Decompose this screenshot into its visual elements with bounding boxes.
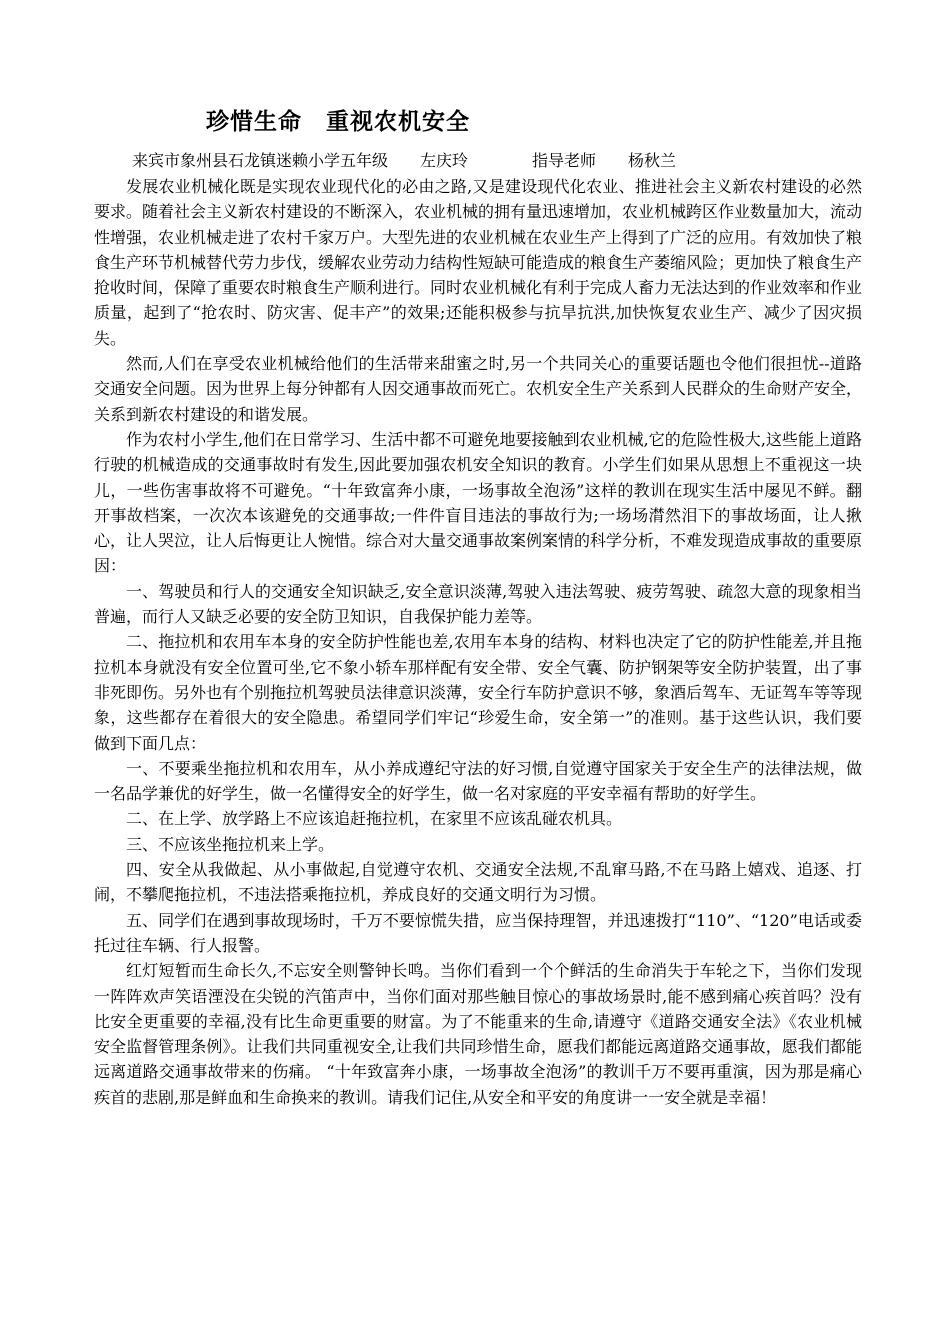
document-body — [94, 174, 862, 1110]
paragraph-cause-2: 二、拖拉机和农用车本身的安全防护性能也差,农用车本身的结构、材料也决定了它的防护性能差,并且拖拉机本身就没有安全位置可坐,它不象小轿车那样配有安全带、安全气囊、防护钢架等安全防护装置，出了事非死即伤。另外也有个别拖拉机驾驶员法律意识淡薄，安全行车防护意识不够，象酒后驾车、无证驾车等等现象，这些都存在着很大的安全隐患。希望同学们牢记“珍爱生命，安全第一”的准则。基于这些认识，我们要做到下面几点： — [94, 632, 863, 753]
paragraph-point-1: 一、不要乘坐拖拉机和农用车，从小养成遵纪守法的好习惯,自觉遵守国家关于安全生产的法律法规，做一名品学兼优的好学生，做一名懂得安全的好学生，做一名对家庭的平安幸福有帮助的好学生。 — [94, 758, 862, 804]
document-title: 珍惜生命 重视农机安全 — [206, 108, 470, 135]
paragraph-conclusion: 红灯短暂而生命长久,不忘安全则警钟长鸣。当你们看到一个个鲜活的生命消失于车轮之下，当你们发现一阵阵欢声笑语湮没在尖锐的汽笛声中，当你们面对那些触目惊心的事故场景时,能不感到痛心疾首吗？没有比安全更重要的幸福,没有比生命更重要的财富。为了不能重来的生命,请遵守《道路交通安全法》《农业机械安全监督管理条例》。让我们共同重视安全,让我们共同珍惜生命，愿我们都能远离道路交通事故，愿我们都能远离道路交通事故带来的伤痛。 “十年致富奔小康，一场事故全泡汤”的教训千万不要再重演，因为那是痛心疾首的悲剧,那是鲜血和生命换来的教训。请我们记住,从安全和平安的角度讲一一安全就是幸福！ — [94, 961, 862, 1107]
paragraph-point-4: 四、安全从我做起、从小事做起,自觉遵守农机、交通安全法规,不乱窜马路,不在马路上嬉戏、追逐、打闹，不攀爬拖拉机，不违法搭乘拖拉机，养成良好的交通文明行为习惯。 — [94, 860, 862, 905]
paragraph-point-5: 五、同学们在遇到事故现场时，千万不要惊慌失措，应当保持理智，并迅速拨打“110”、“120”电话或委托过往车辆、行人报警。 — [94, 910, 862, 955]
paragraph-cause-1: 一、驾驶员和行人的交通安全知识缺乏,安全意识淡薄,驾驶入违法驾驶、疲劳驾驶、疏忽大意的现象相当普遍，而行人又缺乏必要的安全防卫知识，自我保护能力差等。 — [94, 581, 862, 627]
document-page — [94, 104, 862, 1110]
author-byline: 来宾市象州县石龙镇迷赖小学五年级 左庆玲 指导老师 杨秋兰 — [132, 151, 677, 170]
paragraph-point-3: 三、不应该坐拖拉机来上学。 — [126, 834, 335, 854]
paragraph-intro: 发展农业机械化既是实现农业现代化的必由之路,又是建设现代化农业、推进社会主义新农村建设的必然要求。随着社会主义新农村建设的不断深入，农业机械的拥有量迅速增加，农业机械跨区作业数量加大，流动性增强，农业机械走进了农村千家万户。大型先进的农业机械在农业生产上得到了广泛的应用。有效加快了粮食生产环节机械替代劳力步伐，缓解农业劳动力结构性短缺可能造成的粮食生产萎缩风险；更加快了粮食生产抢收时间，保障了重要农时粮食生产顺利进行。同时农业机械化有利于完成人畜力无法达到的作业效率和作业质量，起到了“抢农时、防灾害、促丰产”的效果;还能积极参与抗旱抗洪,加快恢复农业生产、减少了因灾损失。 — [94, 177, 863, 348]
paragraph-concern: 然而,人们在享受农业机械给他们的生活带来甜蜜之时,另一个共同关心的重要话题也令他们很担忧--道路交通安全问题。因为世界上每分钟都有人因交通事故而死亡。农机安全生产关系到人民群众的生命财产安全，关系到新农村建设的和谐发展。 — [94, 354, 863, 424]
paragraph-point-2: 二、在上学、放学路上不应该追赶拖拉机，在家里不应该乱碰农机具。 — [126, 809, 623, 829]
paragraph-students: 作为农村小学生,他们在日常学习、生活中都不可避免地要接触到农业机械,它的危险性极大,这些能上道路行驶的机械造成的交通事故时有发生,因此要加强农机安全知识的教育。小学生们如果从思想上不重视这一块儿，一些伤害事故将不可避免。“十年致富奔小康，一场事故全泡汤”这样的教训在现实生活中屡见不鲜。翻开事故档案，一次次本该避免的交通事故;一件件盲目违法的事故行为;一场场潸然泪下的事故场面，让人揪心，让人哭泣，让人后悔更让人惋惜。综合对大量交通事故案例案情的科学分析，不难发现造成事故的重要原因： — [94, 429, 863, 576]
